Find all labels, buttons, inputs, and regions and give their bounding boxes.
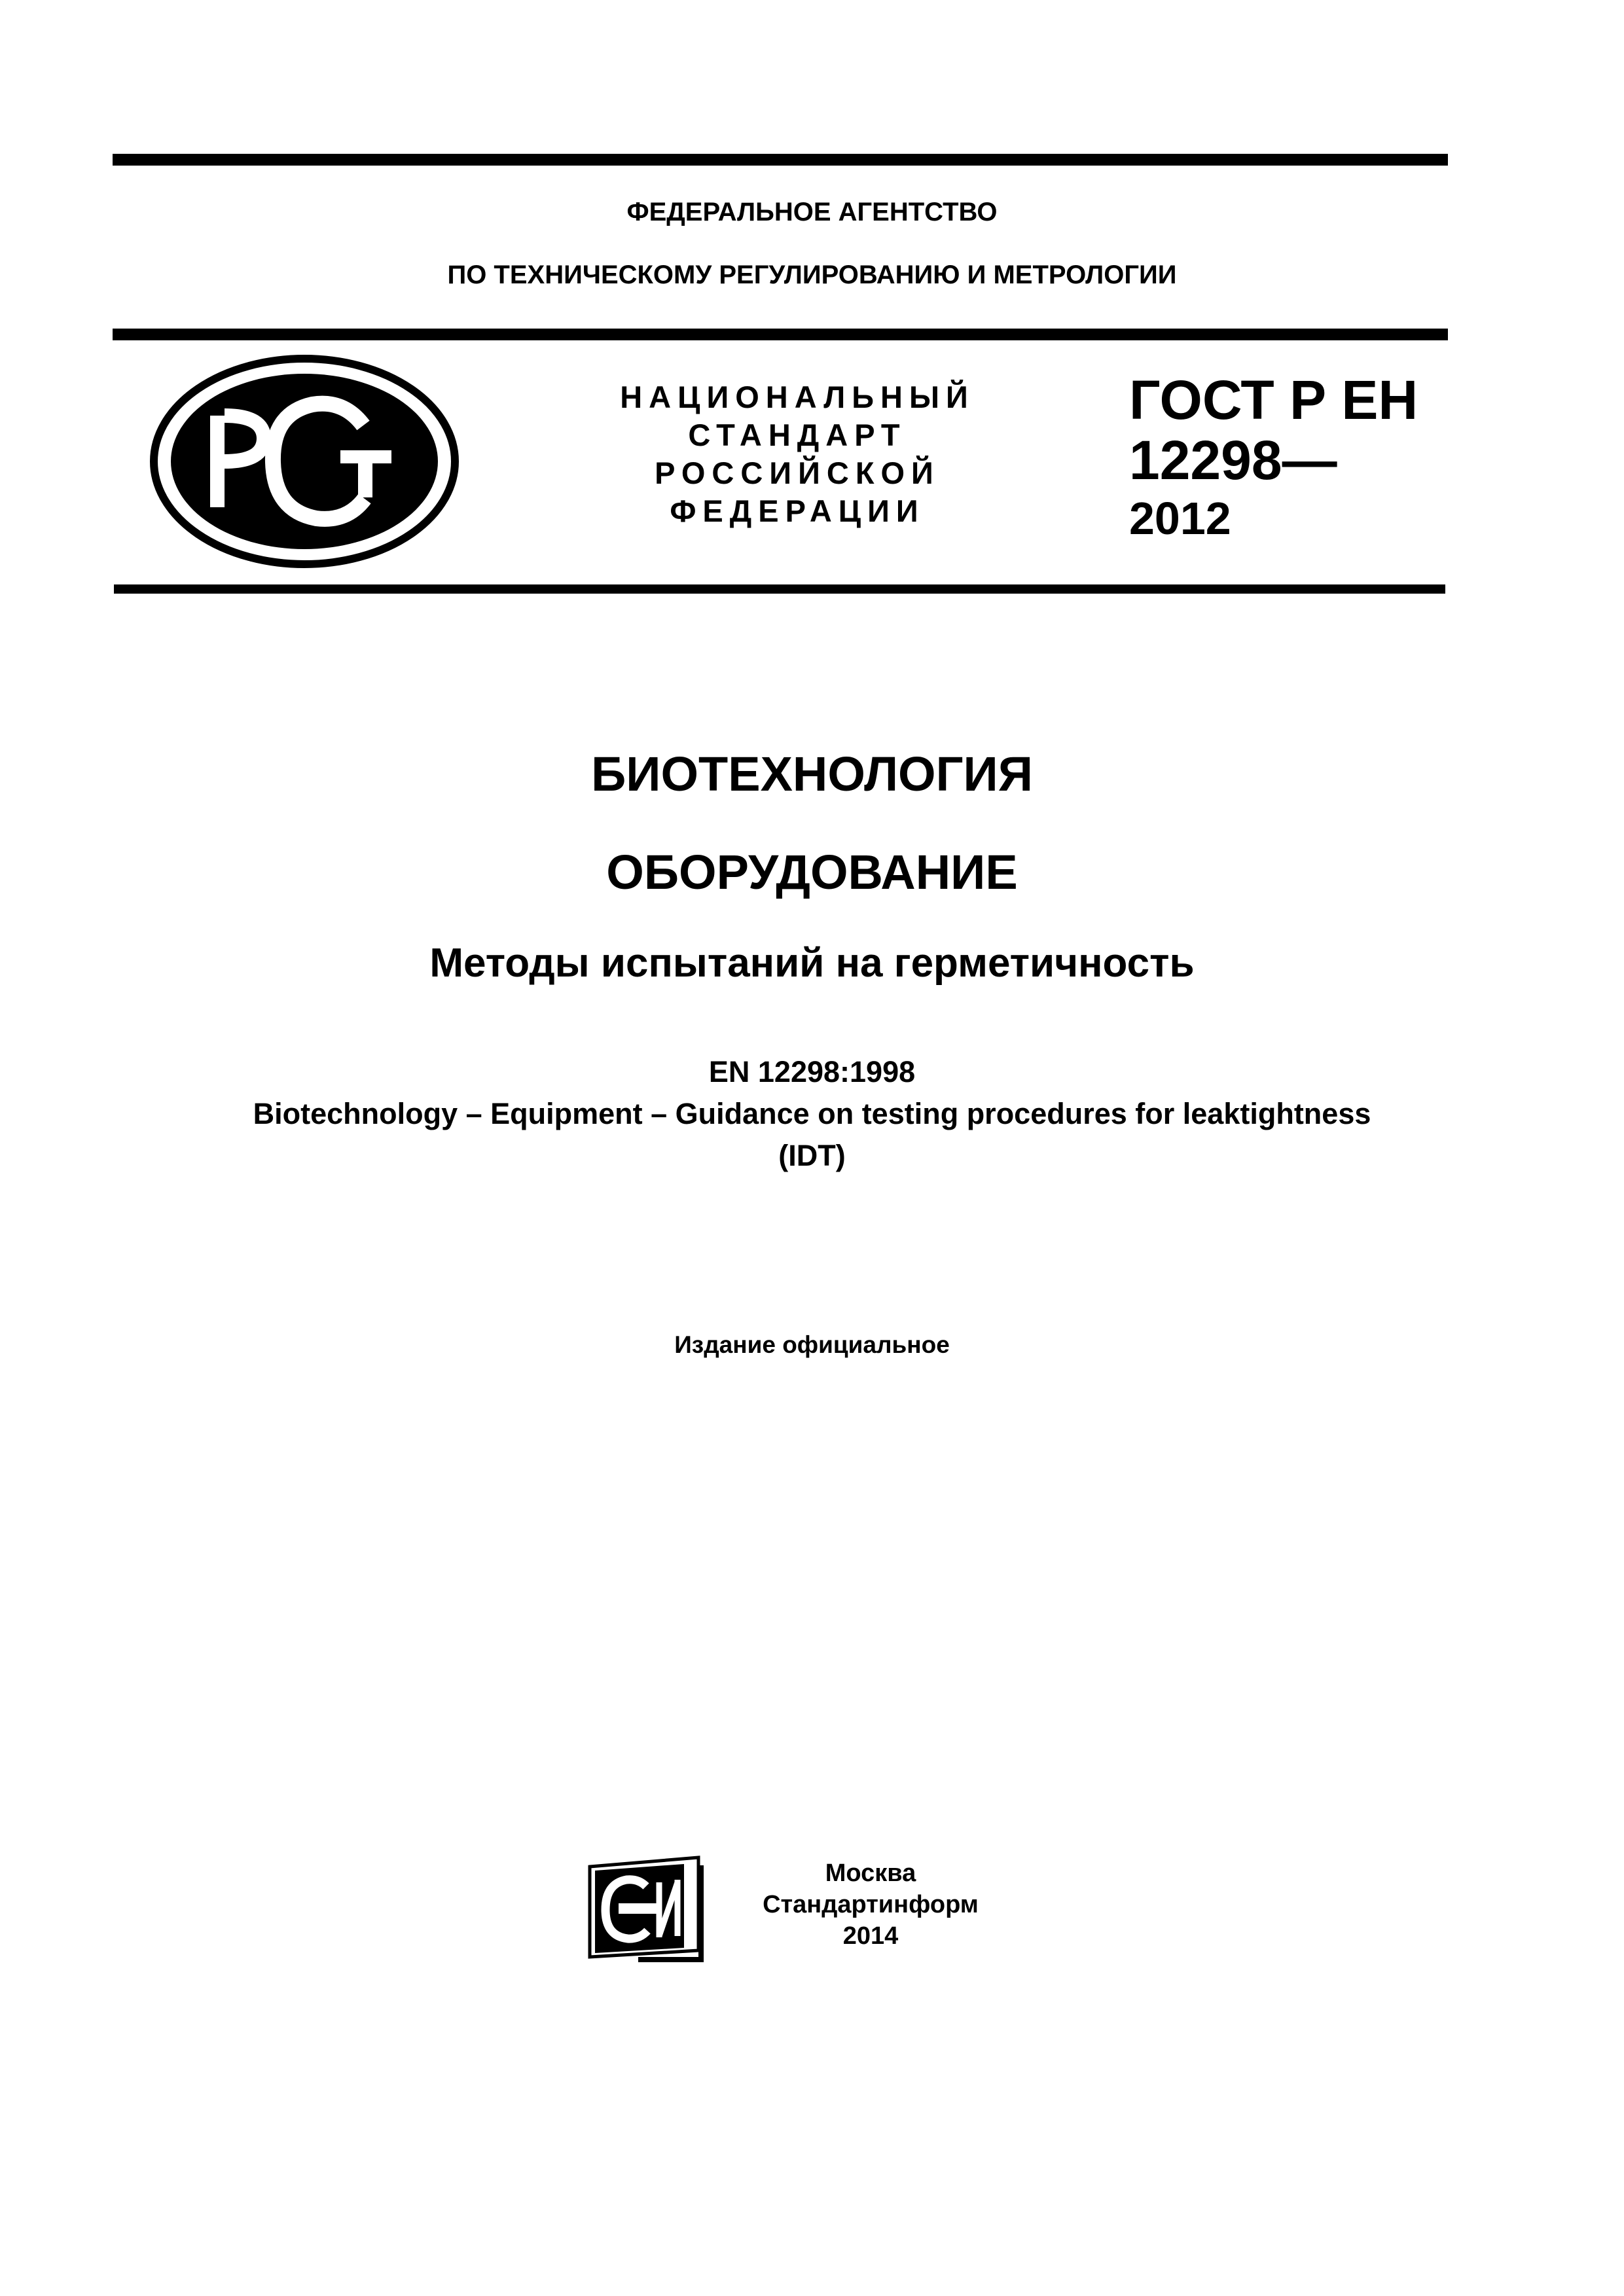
edition-note: Издание официальное: [674, 1331, 950, 1358]
designation-line-1: ГОСТ Р ЕН: [1129, 369, 1418, 431]
document-subtitle: Методы испытаний на герметичность: [429, 941, 1195, 986]
national-standard-line-4: ФЕДЕРАЦИИ: [670, 493, 925, 528]
header-rule: [113, 329, 1448, 340]
publisher-name: Стандартинформ: [763, 1891, 979, 1918]
rst-conformity-mark-icon: [147, 353, 461, 569]
national-standard-label: [601, 378, 994, 530]
agency-line-1: ФЕДЕРАЛЬНОЕ АГЕНТСТВО: [626, 198, 998, 226]
national-standard-line-3: РОССИЙСКОЙ: [655, 456, 940, 490]
publisher-city: Москва: [825, 1859, 916, 1887]
document-title-line-1: БИОТЕХНОЛОГИЯ: [591, 747, 1033, 801]
agency-line-2: ПО ТЕХНИЧЕСКОМУ РЕГУЛИРОВАНИЮ И МЕТРОЛОГИИ: [447, 260, 1177, 289]
designation-line-3: 2012: [1129, 493, 1231, 544]
designation-line-2: 12298—: [1129, 429, 1337, 491]
equivalence-degree: (IDT): [778, 1139, 846, 1172]
standard-designation: [1129, 370, 1418, 547]
standartinform-csi-logo-icon: [586, 1852, 710, 1967]
designation-rule: [114, 584, 1445, 594]
document-title-line-2: ОБОРУДОВАНИЕ: [606, 845, 1018, 899]
national-standard-line-2: СТАНДАРТ: [688, 418, 907, 452]
international-standard-code: EN 12298:1998: [708, 1055, 916, 1088]
national-standard-line-1: НАЦИОНАЛЬНЫЙ: [620, 380, 975, 414]
top-rule: [113, 154, 1448, 166]
publisher-imprint: [743, 1857, 998, 1952]
international-standard-title: Biotechnology – Equipment – Guidance on testing procedures for leaktightness: [253, 1097, 1371, 1130]
publication-year: 2014: [842, 1922, 899, 1950]
